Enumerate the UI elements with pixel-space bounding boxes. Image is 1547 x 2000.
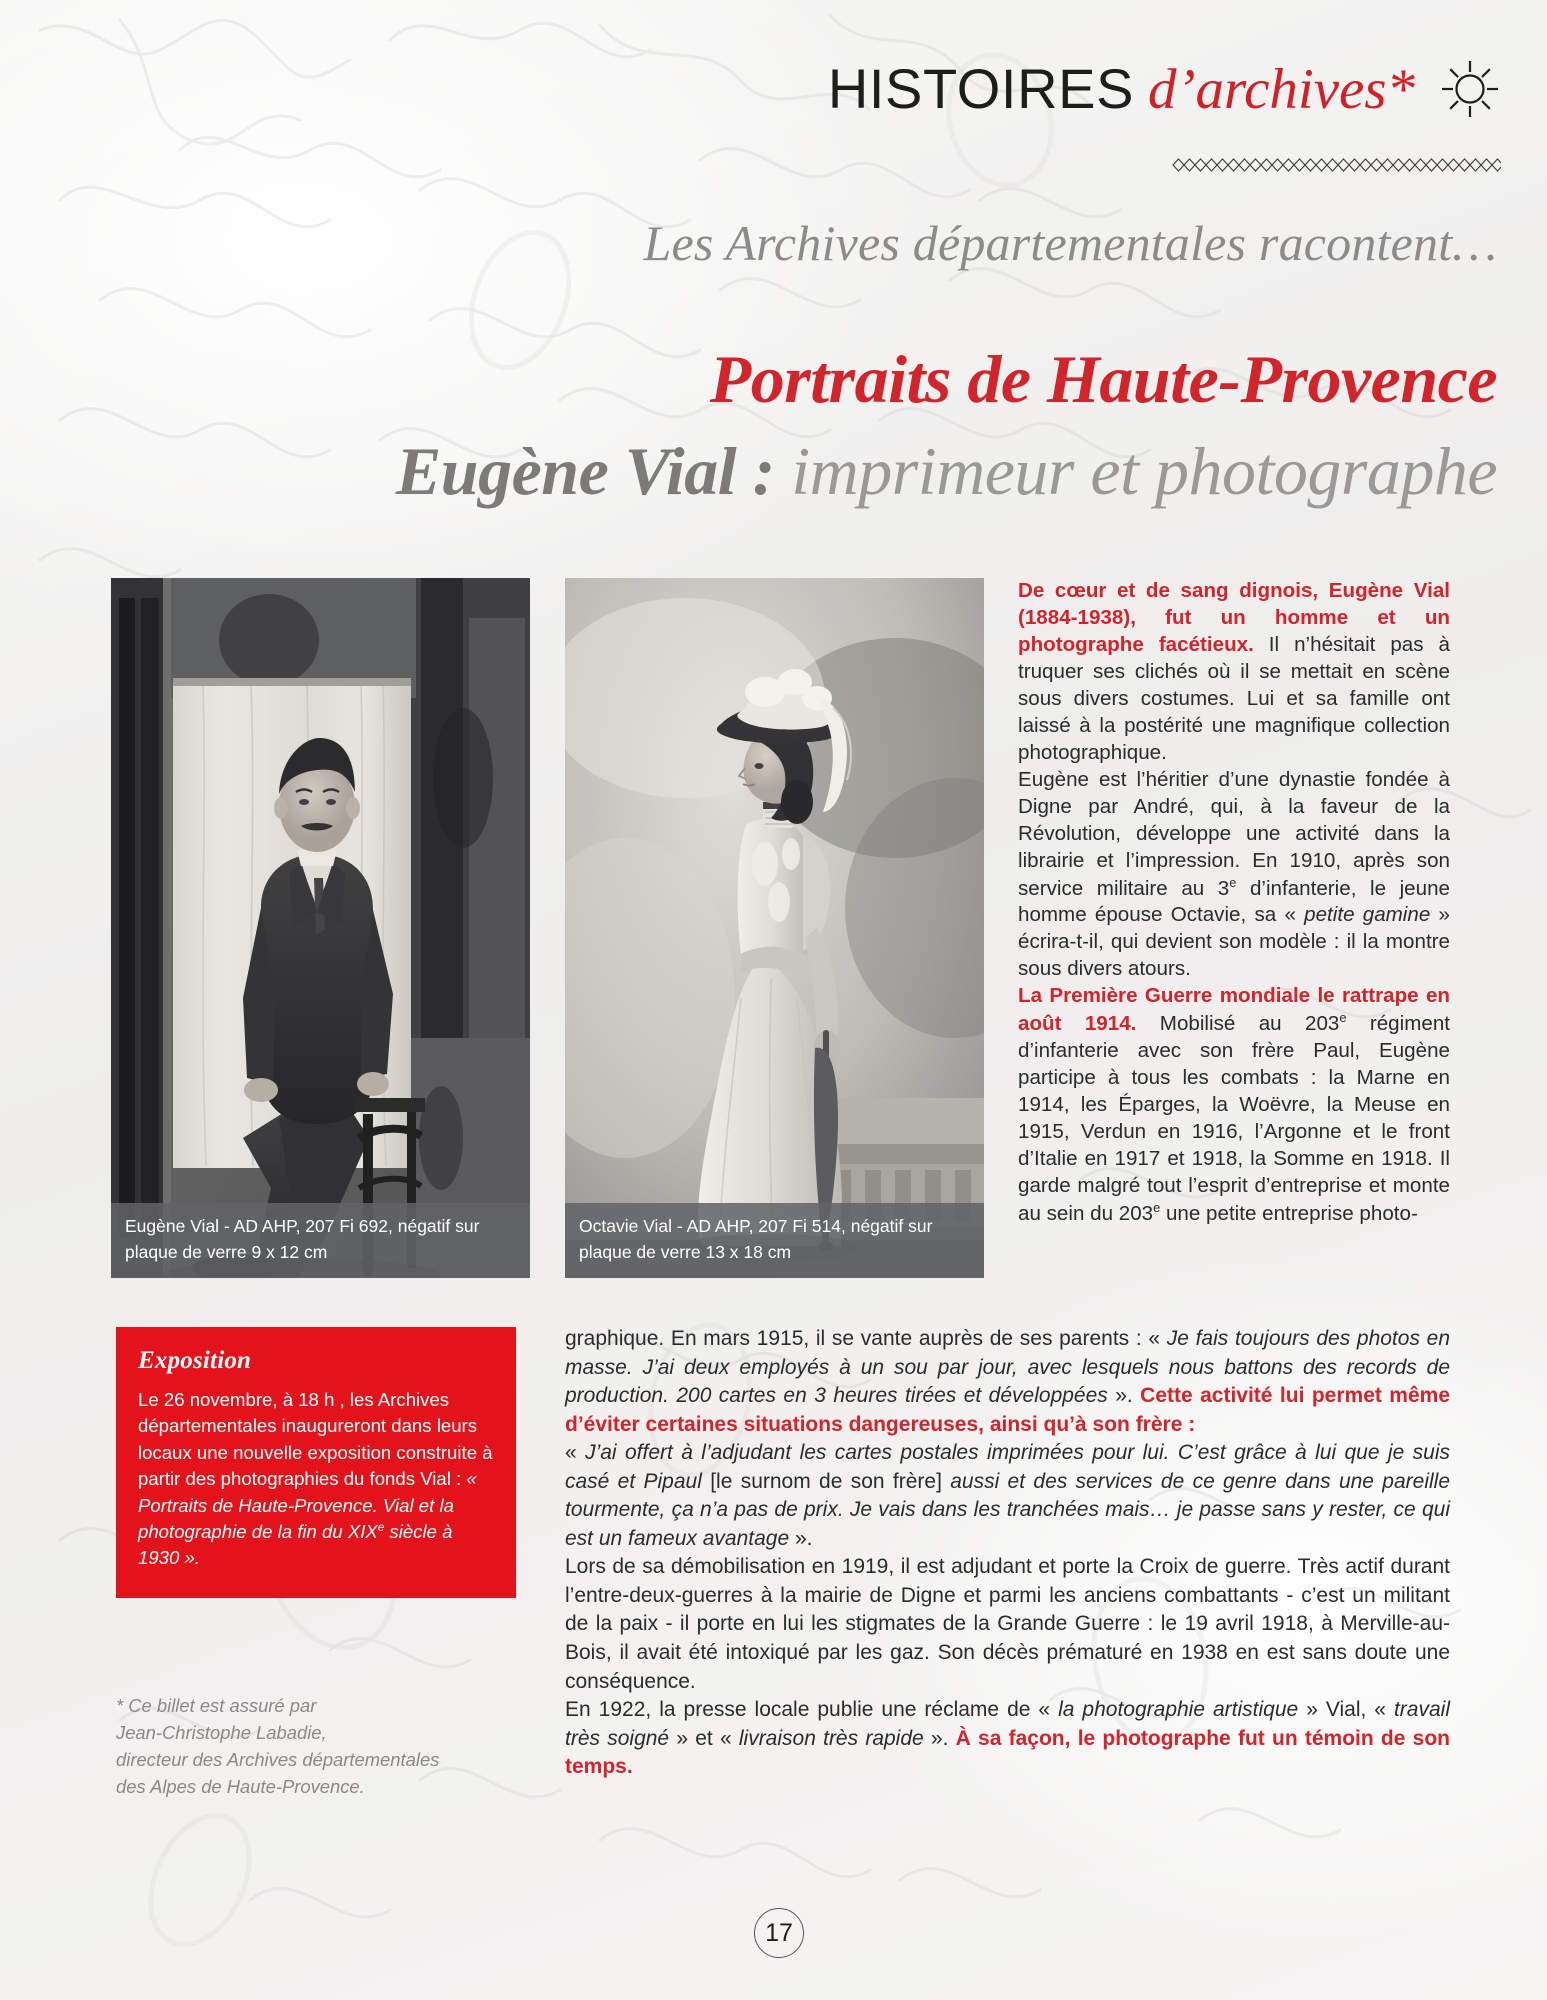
ordinal-sup: e: [1153, 1200, 1161, 1215]
lead-sentence-1: De cœur et de sang dignois, Eugène Vial (1884-1938), fut un homme et un photographe facétieux.: [1018, 579, 1450, 656]
page-title: Portraits de Haute-Provence: [709, 341, 1497, 417]
war-text-b: régiment d’infanterie avec son frère Paul, Eugène participe à tous les combats : la Marne en 1914, les Éparges, la Woëvre, la Meuse en 1915, Verdun en 1916, l’Argonne et le front d’Italie en 1917 et 1918, la Somme en 1918. Il garde malgré tout l’esprit d’entreprise et monte au sein du 203: [1018, 1012, 1450, 1225]
photo-eugene-vial: [111, 578, 530, 1278]
press-end: ».: [923, 1726, 956, 1750]
quote-petite-gamine: petite gamine: [1304, 903, 1431, 927]
exposition-details: Le 26 novembre, à 18 h , les Archives départementales inaugureront dans leurs locaux une nouvelle exposition construite à partir des photographies du fonds Vial :: [138, 1389, 493, 1490]
letter-close: ».: [1107, 1384, 1141, 1408]
ordinal-sup: e: [1339, 1010, 1347, 1026]
sun-icon: [1439, 58, 1501, 120]
paragraph-dynasty: [1018, 767, 1450, 984]
footnote-line-2: Jean-Christophe Labadie,: [116, 1721, 327, 1743]
page-number: 17: [754, 1908, 804, 1958]
dynasty-text-a: Eugène est l’héritier d’une dynastie fondée à Digne par André, qui, à la faveur de la Révolution, développe une activité dans la librairie et l’impression. En 1910, après son service militaire au 3: [1018, 767, 1450, 900]
page-subtitle-person: [0, 432, 1547, 511]
highlight-conclusion: À sa façon, le photographe fut un témoin de son temps.: [565, 1726, 1450, 1779]
letter-quote-1915: Je fais toujours des photos en masse. J’ai deux employés à un sou par jour, avec lesquels nous battons des records de production. 200 cartes en 3 heures tirées et développées: [565, 1327, 1450, 1408]
paragraph-1922: [565, 1696, 1450, 1782]
intro-text: Il n’hésitait pas à truquer ses clichés où il se mettait en scène sous divers costumes. Lui et sa famille ont laissé à la postérité une magnifique collection photographique.: [1018, 632, 1450, 764]
editorial-bracket: [le surnom de son frère]: [701, 1469, 951, 1493]
person-name: Eugène Vial :: [395, 433, 775, 509]
diamond-chain-divider: [1171, 152, 1501, 178]
exposition-callout-box: [116, 1327, 516, 1598]
letter-intro: graphique. En mars 1915, il se vante auprès de ses parents : «: [565, 1327, 1167, 1350]
footnote-line-3: directeur des Archives départementales: [116, 1748, 440, 1770]
ad-quote-2: travail très soigné: [565, 1698, 1450, 1750]
header-title-main: HISTOIRES: [827, 57, 1135, 120]
press-intro: En 1922, la presse locale publie une réclame de «: [565, 1698, 1059, 1722]
header-title-italic: d’archives*: [1148, 57, 1415, 121]
photo-octavie-vial: [565, 578, 984, 1278]
dynasty-text-c: » écrira-t-il, qui devient son modèle : il la montre sous divers atours.: [1018, 903, 1450, 981]
page-header: [0, 58, 1547, 120]
paragraph-war: [1018, 983, 1450, 1227]
exposition-title-a: « Portraits de Haute-Provence. Vial et la photographie de la fin du XIX: [138, 1468, 477, 1542]
exposition-text: [138, 1387, 494, 1572]
footnote-line-1: * Ce billet est assuré par: [116, 1695, 317, 1716]
exposition-heading: Exposition: [138, 1347, 252, 1374]
quote-open: «: [565, 1441, 586, 1465]
paragraph-intro: [1018, 578, 1450, 767]
war-text-a: Mobilisé au 203: [1136, 1012, 1340, 1036]
ordinal-sup: e: [1229, 874, 1237, 890]
quote-close: ».: [789, 1526, 813, 1550]
article-body-continued: [565, 1325, 1450, 1782]
page-subtitle: Les Archives départementales racontent…: [643, 215, 1497, 271]
quote-adjudant-part2: aussi et des services de ce genre dans une pareille tourmente, ça n’a pas de prix. Je vais dans les tranchées mais… je passe sans y rester, ce qui est un fameux avantage: [565, 1469, 1450, 1550]
dynasty-text-b: d’infanterie, le jeune homme épouse Octavie, sa «: [1018, 876, 1450, 927]
exposition-title-b: siècle à 1930 ».: [138, 1520, 453, 1569]
article-right-column: [1018, 578, 1450, 1228]
photo-caption: Octavie Vial - AD AHP, 207 Fi 514, négatif sur plaque de verre 13 x 18 cm: [565, 1203, 984, 1278]
photo-caption: Eugène Vial - AD AHP, 207 Fi 692, négatif sur plaque de verre 9 x 12 cm: [111, 1203, 530, 1278]
war-text-c: une petite entreprise photo-: [1160, 1201, 1418, 1225]
press-mid-2: » et «: [669, 1726, 739, 1750]
ad-quote-3: livraison très rapide: [738, 1726, 924, 1750]
press-mid-1: » Vial, «: [1298, 1698, 1394, 1722]
highlight-activity: Cette activité lui permet même d’éviter certaines situations dangereuses, ainsi qu’à son frère :: [565, 1384, 1450, 1436]
person-role: imprimeur et photographe: [774, 433, 1497, 509]
quote-adjudant-part1: J’ai offert à l’adjudant les cartes postales imprimées pour lui. C’est grâce à lui que je suis casé et Pipaul: [565, 1441, 1450, 1493]
paragraph-letter-adjudant: [565, 1439, 1450, 1553]
ad-quote-1: la photographie artistique: [1058, 1698, 1299, 1722]
footnote-line-4: des Alpes de Haute-Provence.: [116, 1775, 365, 1797]
lead-sentence-2: La Première Guerre mondiale le rattrape en août 1914.: [1018, 984, 1450, 1036]
paragraph-letter-1915: [565, 1325, 1450, 1439]
paragraph-demobilisation: Lors de sa démobilisation en 1919, il est adjudant et porte la Croix de guerre. Très actif durant l’entre-deux-guerres à la mairie de Digne et parmi les anciens combattants - c’est un militant de la paix - il porte en lui les stigmates de la Grande Guerre : le 19 avril 1918, à Merville-au-Bois, il avait été intoxiqué par les gaz. Son décès prématuré en 1938 en est sans doute une conséquence.: [565, 1555, 1450, 1693]
author-footnote: [116, 1693, 536, 1800]
ordinal-sup: e: [377, 1521, 385, 1534]
